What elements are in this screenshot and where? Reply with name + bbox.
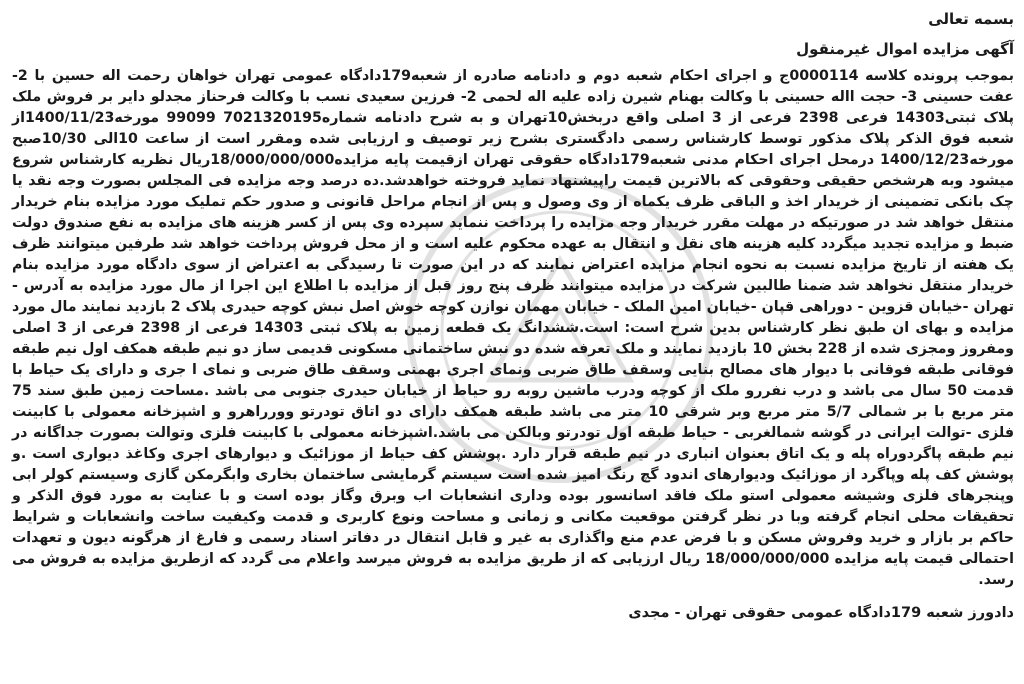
signature-line: دادورز شعبه 179دادگاه عمومی حقوقی تهران - مجدی — [628, 605, 1014, 621]
notice-title: آگهی مزایده اموال غیرمنقول — [796, 40, 1014, 58]
invocation-heading: بسمه تعالی — [928, 10, 1014, 28]
notice-body: بموجب پرونده کلاسه 0000114ج و اجرای احکام شعبه دوم و دادنامه صادره از شعبه179دادگاه عمومی تهران خواهان رحمت اله حسین با 2- عفت حسینی 3- حجت االه حسینی با وکالت بهنام شیرن زاده علیه اله لحمی 2- فرزین سعیدی نسب با وکالت فرحناز مجدلو دایر بر فروش ملک پلاک ثبتی14303 فرعی 2398 فرعی از 3 اصلی واقع دربخش10تهران و به شرح دادنامه شماره7021320195 99099 مورخه1400/11/23از شعبه فوق الذکر پلاک مذکور توسط کارشناس رسمی دادگستری بشرح زیر توصیف و ارزیابی شده ومقرر است از ساعت 10الی 10/30صبح مورخه1400/12/23 درمحل اجرای احکام مدنی شعبه179دادگاه حقوقی تهران ازقیمت پایه مزایده18/000/000/000ریال نظریه کارشناس شروع میشود وبه هرشخص حقیقی وحقوقی که بالاترین قیمت راپیشنهاد نماید فروخته خواهدشد.ده درصد وجه مزایده فی المجلس بصورت وجه نقد یا چک بانکی تضمینی از خریدار اخذ و الباقی ظرف یکماه از وی وصول و پس از انجام مراحل قانونی و صدور حکم تملیک مورد مزایده بنام خریدار منتقل خواهد شد در صورتیکه در مهلت مقرر خریدار وجه مزایده را پرداخت ننماید سپرده وی پس از کسر هزینه های مزایده به نفع صندوق دولت ضبط و مزایده تجدید میگردد کلیه هزینه های نقل و انتقال به عهده محکوم علیه است و از محل فروش پرداخت خواهد شد طرفین میتوانند ظرف یک هفته از تاریخ مزایده نسبت به نحوه انجام مزایده اعتراض نمایند که در این صورت تا رسیدگی به اعتراض از سوی دادگاه مورد مزایده بنام خریدار منتقل نخواهد شد ضمنا طالبین شرکت در مزایده میتوانند ظرف پنج روز قبل از مزایده با اطلاع این اجرا از مال مورد مزایده به آدرس - تهران -خیابان قزوین - دوراهی قپان -خیابان امین الملک - خیابان مهمان نوازن کوچه خوش اصل نبش کوچه حیدری پلاک 2 بازدید نمایند مال مورد مزایده و بهای ان طبق نظر کارشناس بدین شرح است: است.ششدانگ یک قطعه زمین به پلاک ثبتی 14303 فرعی از 2398 فرعی از 3 اصلی ومفروز ومجزی شده از 228 بخش 10 بازدید نمایند و ملک تعرفه شده دو نبش ساختمانی مسکونی قدیمی ساز دو نیم طبقه همکف اول نیم طبقه فوقانی طبقه فوقانی با دیوار های مصالح بنایی وسقف طاق ضربی ونمای اجری بهمنی وسقف طاق ضربی و نمای ا جری و دارای یک حیاط با قدمت 50 سال می باشد و درب نفررو ملک از کوچه ودرب ماشین روبه رو حیاط از خیابان حیدری جنوبی می باشد .مساحت زمین طبق سند 75 متر مربع با بر شمالی 5/7 متر مربع وبر شرقی 10 متر می باشد طبقه همکف دارای دو اتاق تودرتو وورراهرو و اشپزخانه معمولی با کابینت فلزی -توالت ایرانی در گوشه شمالغربی - حیاط طبقه اول تودرتو وبالکن می باشد.اشپزخانه معمولی با کابینت فلزی وتوالت بصورت جداگانه در نیم طبقه پاگردوراه پله و یک اتاق بعنوان انباری در نیم طبقه قرار دارد .پوشش کف حیاط از موزائیک و دیوارهای اجری وکاغذ دیواری است .و پوشش کف پله وپاگرد از موزائیک ودیوارهای اندود گچ رنگ امیز شده است سیستم گرمایشی ساختمان بخاری وابگرمکن گازی وسیستم کولر ابی وپنجرهای فلزی وشیشه معمولی استو ملک فاقد اسانسور بوده وداری انشعابات اب وبرق وگاز بوده است و با عنایت به مورد فوق الذکر و تحقیقات محلی انجام گرفته وبا در نظر گرفتن موقعیت مکانی و زمانی و مساحت ونوع کاربری و قدمت وکیفیت ساخت وانشعابات و شرایط حاکم بر بازار و خرید وفروش مسکن و با فرض عدم منع واگذاری به غیر و قابل انتقال در دفاتر اسناد رسمی و فارغ از هرگونه دیون و تعهدات احتمالی قیمت پایه مزایده 18/000/000/000 ریال ارزیابی که از طریق مزایده به فروش میرسد واعلام می گردد که ازطریق مزایده به فروش می رسد. — [12, 68, 1015, 588]
legal-notice-document — [12, 6, 1014, 625]
